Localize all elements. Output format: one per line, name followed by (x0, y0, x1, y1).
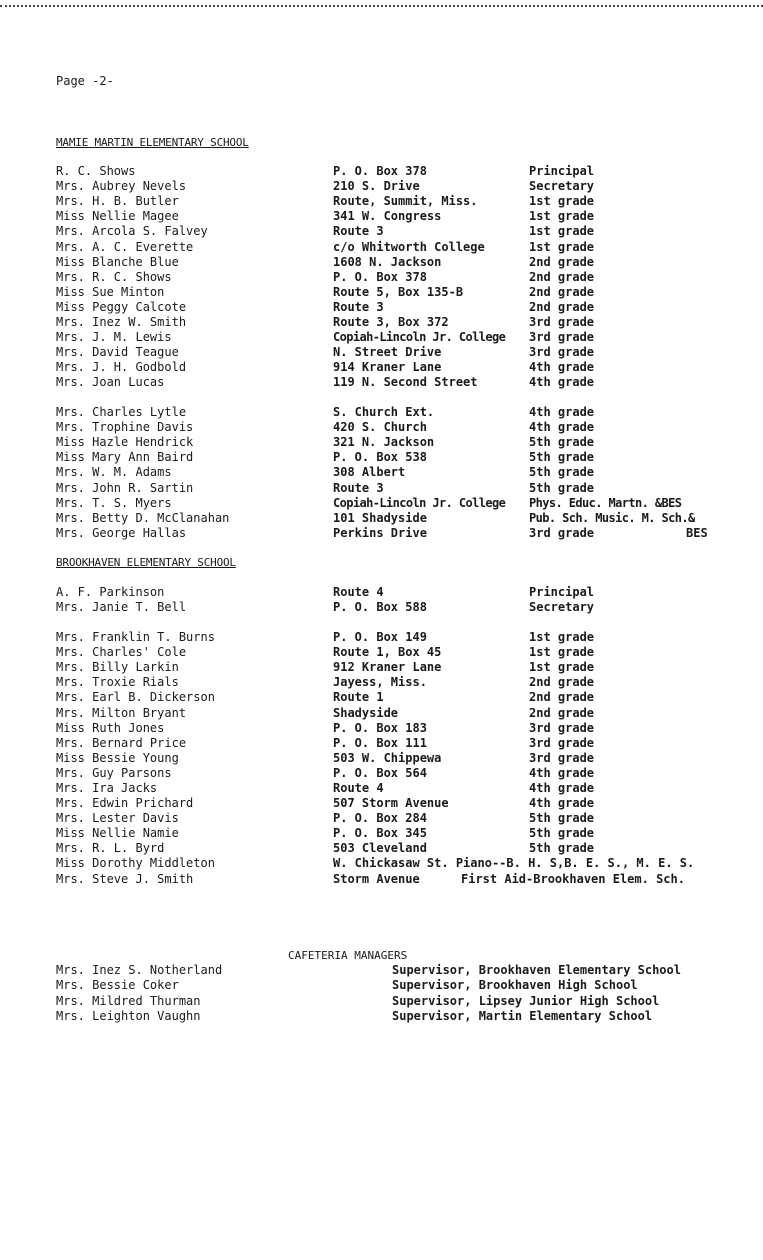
table-row (0, 224, 763, 239)
staff-position: 4th grade (529, 375, 595, 390)
staff-position: 3rd grade (529, 735, 595, 750)
staff-address: 321 N. Jackson (333, 435, 435, 450)
staff-name: Miss Blanche Blue (56, 254, 179, 269)
table-row (0, 994, 763, 1009)
staff-position: 3rd grade (529, 315, 595, 329)
table-row (0, 465, 763, 480)
staff-address: P. O. Box 564 (333, 765, 427, 780)
table-row (0, 856, 763, 871)
staff-address: P. O. Box 588 (333, 600, 427, 615)
staff-address: 912 Kraner Lane (333, 660, 442, 675)
table-row (0, 481, 763, 496)
staff-position: 3rd grade (529, 750, 595, 765)
staff-name: Mrs. W. M. Adams (56, 465, 172, 480)
table-row (0, 285, 763, 300)
staff-position: 3rd grade (529, 345, 595, 360)
staff-address: Route 4 (333, 585, 384, 599)
table-row (0, 496, 763, 511)
staff-position: 4th grade (529, 405, 595, 419)
table-row (0, 736, 763, 751)
staff-name: Miss Nellie Magee (56, 209, 179, 224)
staff-position: 5th grade (529, 826, 595, 841)
staff-name: Mrs. Earl B. Dickerson (56, 690, 215, 705)
table-row (0, 963, 763, 978)
staff-name: Miss Mary Ann Baird (56, 450, 194, 465)
table-row (0, 872, 763, 887)
staff-address: c/o Whitworth College (333, 239, 485, 254)
staff-address: P. O. Box 378 (333, 164, 427, 178)
staff-name: R. C. Shows (56, 164, 136, 178)
staff-position: 4th grade (529, 420, 595, 435)
staff-name: Mrs. Inez S. Notherland (56, 963, 223, 977)
cafeteria-heading: CAFETERIA MANAGERS (288, 949, 408, 962)
staff-position: 4th grade (529, 796, 595, 811)
staff-name: Miss Dorothy Middleton (56, 856, 215, 870)
staff-name: Mrs. J. M. Lewis (56, 330, 172, 345)
staff-address: 420 S. Church (333, 420, 427, 435)
staff-address: 210 S. Drive (333, 179, 420, 194)
table-row (0, 420, 763, 435)
staff-name: Mrs. Bernard Price (56, 735, 187, 750)
table-row (0, 209, 763, 224)
staff-position: 5th grade (529, 435, 595, 450)
staff-name: Mrs. Troxie Rials (56, 675, 179, 690)
staff-address: 101 Shadyside (333, 510, 427, 525)
staff-name: Mrs. Aubrey Nevels (56, 179, 187, 194)
staff-address: Route 5, Box 135-B (333, 284, 464, 299)
staff-address: S. Church Ext. (333, 405, 435, 419)
table-row (0, 164, 763, 179)
table-row (0, 330, 763, 345)
mamie-martin-heading: MAMIE MARTIN ELEMENTARY SCHOOL (56, 136, 249, 149)
staff-address: 507 Storm Avenue (333, 796, 449, 811)
staff-name: Miss Nellie Namie (56, 826, 179, 841)
staff-position: 2nd grade (529, 675, 595, 690)
staff-name: Mrs. R. C. Shows (56, 269, 172, 284)
staff-name: Mrs. Betty D. McClanahan (56, 510, 230, 525)
staff-detail: W. Chickasaw St. Piano--B. H. S,B. E. S., M. E. S. (333, 856, 695, 870)
table-row (0, 405, 763, 420)
staff-address: 503 W. Chippewa (333, 750, 442, 765)
staff-name: Mrs. Guy Parsons (56, 765, 172, 780)
staff-position: 5th grade (529, 841, 595, 856)
staff-name: A. F. Parkinson (56, 585, 165, 599)
staff-position: 4th grade (529, 360, 595, 375)
staff-position: 1st grade (529, 645, 595, 660)
staff-address: Shadyside (333, 705, 399, 720)
staff-name: Mrs. Milton Bryant (56, 705, 187, 720)
table-row (0, 721, 763, 736)
staff-position: Phys. Educ. Martn. &BES (529, 495, 682, 510)
staff-name: Mrs. Billy Larkin (56, 660, 179, 675)
staff-address: P. O. Box 111 (333, 735, 427, 750)
table-row (0, 630, 763, 645)
table-row (0, 766, 763, 781)
staff-address: P. O. Box 284 (333, 811, 427, 826)
staff-name: Mrs. Mildred Thurman (56, 993, 201, 1008)
staff-address: Route 1, Box 45 (333, 645, 442, 660)
staff-name: Mrs. H. B. Butler (56, 194, 179, 209)
staff-name: Mrs. Arcola S. Falvey (56, 224, 208, 239)
staff-address: Route, Summit, Miss. (333, 194, 478, 209)
table-row (0, 811, 763, 826)
staff-name: Mrs. Leighton Vaughn (56, 1008, 201, 1023)
staff-address: P. O. Box 345 (333, 826, 427, 841)
brookhaven-heading: BROOKHAVEN ELEMENTARY SCHOOL (56, 556, 236, 569)
staff-position: 1st grade (529, 660, 595, 675)
staff-name: Mrs. Lester Davis (56, 811, 179, 826)
table-row (0, 585, 763, 600)
staff-address: Copiah-Lincoln Jr. College (333, 495, 506, 510)
table-row (0, 300, 763, 315)
staff-address: 341 W. Congress (333, 209, 442, 224)
table-row (0, 526, 763, 541)
staff-address: Perkins Drive (333, 525, 427, 540)
table-row (0, 450, 763, 465)
staff-position: Secretary (529, 179, 595, 194)
staff-name: Miss Ruth Jones (56, 720, 165, 735)
staff-name: Mrs. A. C. Everette (56, 239, 194, 254)
table-row (0, 194, 763, 209)
staff-position: 1st grade (529, 194, 595, 209)
table-row (0, 978, 763, 993)
staff-name: Mrs. Edwin Prichard (56, 796, 194, 811)
staff-address: Route 3, Box 372 (333, 315, 449, 329)
staff-address: 308 Albert (333, 465, 406, 480)
table-row (0, 826, 763, 841)
staff-name: Mrs. T. S. Myers (56, 495, 172, 510)
table-row (0, 796, 763, 811)
table-row (0, 360, 763, 375)
staff-detail: First Aid-Brookhaven Elem. Sch. (461, 872, 685, 886)
staff-name: Mrs. Joan Lucas (56, 375, 165, 390)
staff-name: Mrs. Franklin T. Burns (56, 630, 215, 644)
staff-position: 5th grade (529, 465, 595, 480)
staff-position: 2nd grade (529, 269, 595, 284)
table-row (0, 435, 763, 450)
staff-position: Principal (529, 164, 595, 178)
staff-name: Mrs. Charles Lytle (56, 405, 187, 419)
staff-address: Copiah-Lincoln Jr. College (333, 330, 506, 345)
manager-role: Supervisor, Brookhaven Elementary School (392, 963, 681, 977)
staff-position: 2nd grade (529, 299, 595, 314)
staff-position: 2nd grade (529, 284, 595, 299)
staff-position: 1st grade (529, 239, 595, 254)
staff-address: Route 3 (333, 224, 384, 239)
staff-name: Miss Hazle Hendrick (56, 435, 194, 450)
staff-name: Mrs. David Teague (56, 345, 179, 360)
staff-name: Mrs. John R. Sartin (56, 480, 194, 495)
staff-position: 5th grade (529, 450, 595, 465)
staff-address: Jayess, Miss. (333, 675, 427, 690)
staff-address: 914 Kraner Lane (333, 360, 442, 375)
staff-position-note: BES (686, 525, 708, 540)
staff-address: 1608 N. Jackson (333, 254, 442, 269)
staff-name: Miss Peggy Calcote (56, 299, 187, 314)
manager-role: Supervisor, Martin Elementary School (392, 1008, 653, 1023)
staff-position: Principal (529, 585, 595, 599)
staff-address: Route 3 (333, 299, 384, 314)
staff-address: P. O. Box 378 (333, 269, 427, 284)
table-row (0, 706, 763, 721)
staff-position: 5th grade (529, 480, 595, 495)
page-top-border (0, 5, 763, 7)
staff-position: 4th grade (529, 781, 595, 795)
staff-position: Secretary (529, 600, 595, 615)
staff-address: Storm Avenue (333, 872, 420, 886)
staff-position: Pub. Sch. Music. M. Sch.& (529, 510, 695, 525)
staff-position: 3rd grade (529, 525, 595, 540)
table-row (0, 345, 763, 360)
table-row (0, 375, 763, 390)
table-row (0, 240, 763, 255)
staff-position: 1st grade (529, 630, 595, 644)
staff-name: Mrs. Ira Jacks (56, 781, 158, 795)
table-row (0, 255, 763, 270)
table-row (0, 645, 763, 660)
table-row (0, 675, 763, 690)
table-row (0, 660, 763, 675)
staff-name: Miss Sue Minton (56, 284, 165, 299)
staff-name: Mrs. Steve J. Smith (56, 872, 194, 886)
staff-address: Route 3 (333, 480, 384, 495)
staff-name: Mrs. Inez W. Smith (56, 315, 187, 329)
staff-position: 3rd grade (529, 720, 595, 735)
staff-position: 2nd grade (529, 705, 595, 720)
staff-position: 1st grade (529, 209, 595, 224)
table-row (0, 600, 763, 615)
staff-address: Route 4 (333, 781, 384, 795)
staff-name: Mrs. Trophine Davis (56, 420, 194, 435)
table-row (0, 270, 763, 285)
staff-name: Mrs. R. L. Byrd (56, 841, 165, 856)
table-row (0, 841, 763, 856)
staff-address: N. Street Drive (333, 345, 442, 360)
table-row (0, 511, 763, 526)
staff-name: Mrs. Janie T. Bell (56, 600, 187, 615)
staff-address: 119 N. Second Street (333, 375, 478, 390)
table-row (0, 315, 763, 330)
staff-position: 4th grade (529, 765, 595, 780)
manager-role: Supervisor, Lipsey Junior High School (392, 993, 660, 1008)
staff-position: 2nd grade (529, 254, 595, 269)
staff-position: 3rd grade (529, 330, 595, 345)
table-row (0, 690, 763, 705)
table-row (0, 1009, 763, 1024)
staff-address: P. O. Box 149 (333, 630, 427, 644)
staff-address: 503 Cleveland (333, 841, 427, 856)
table-row (0, 781, 763, 796)
manager-role: Supervisor, Brookhaven High School (392, 978, 638, 993)
staff-address: P. O. Box 183 (333, 720, 427, 735)
staff-name: Mrs. Charles' Cole (56, 645, 187, 660)
staff-name: Miss Bessie Young (56, 750, 179, 765)
staff-name: Mrs. Bessie Coker (56, 978, 179, 993)
page-label: Page -2- (56, 74, 114, 88)
staff-position: 1st grade (529, 224, 595, 239)
staff-position: 5th grade (529, 811, 595, 826)
table-row (0, 179, 763, 194)
staff-address: P. O. Box 538 (333, 450, 427, 465)
staff-position: 2nd grade (529, 690, 595, 705)
table-row (0, 751, 763, 766)
staff-name: Mrs. J. H. Godbold (56, 360, 187, 375)
staff-address: Route 1 (333, 690, 384, 705)
staff-name: Mrs. George Hallas (56, 525, 187, 540)
